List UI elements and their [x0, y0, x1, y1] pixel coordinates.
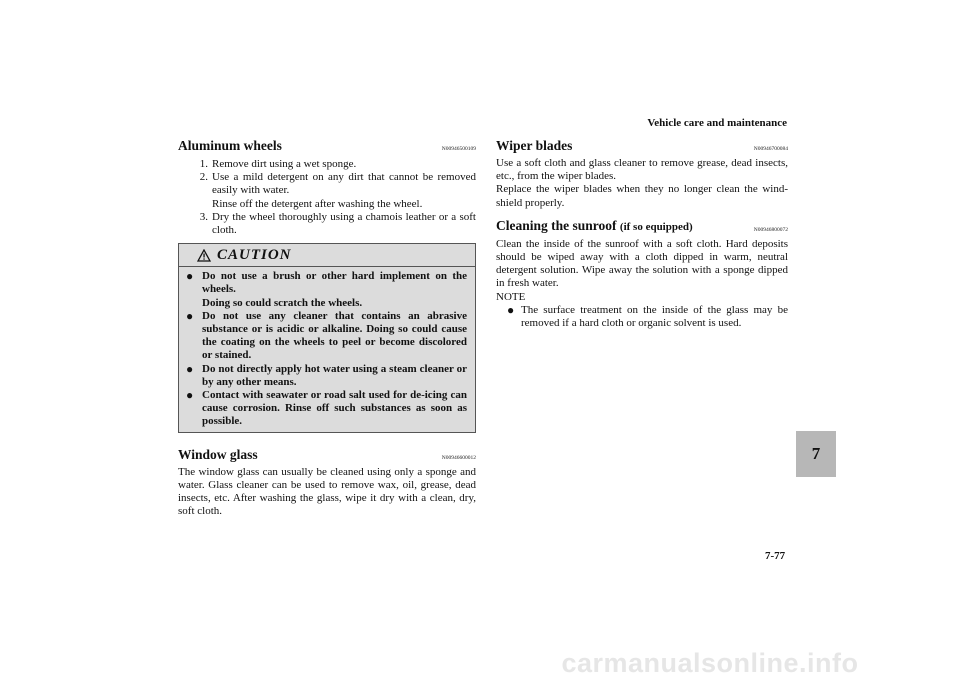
caution-text: Contact with seawater or road salt used for de-icing can cause corrosion. Rinse off such substances as soon as possible.: [202, 389, 467, 428]
running-header: Vehicle care and maintenance: [647, 117, 787, 129]
caution-text: Do not use any cleaner that contains an abrasive substance or is acidic or alkaline. Doing so could cause the coating on the wheels to peel or become discolored or stained.: [202, 309, 467, 362]
step-line: Rinse off the detergent after washing the wheel.: [212, 197, 423, 210]
note-label: NOTE: [496, 290, 526, 303]
caution-item: [186, 389, 467, 429]
bullet-icon: ●: [186, 269, 194, 284]
caution-box: [178, 243, 476, 432]
section-title: Aluminum wheels: [178, 138, 282, 153]
caution-text: Do not directly apply hot water using a steam cleaner or by any other means.: [202, 362, 467, 388]
wiper-body-line: Use a soft cloth and glass cleaner to remove grease, dead insects, etc., from the wiper blades.: [496, 157, 788, 183]
caution-header: [179, 244, 475, 267]
caution-item: [186, 270, 467, 310]
caution-body: [179, 267, 475, 431]
step-line: Remove dirt using a wet sponge.: [212, 158, 357, 170]
step-item: [178, 171, 476, 211]
chapter-tab: 7: [796, 431, 836, 477]
right-column: [496, 138, 788, 330]
step-item: [178, 211, 476, 237]
step-line: Use a mild detergent on any dirt that cannot be removed easily with water.: [212, 171, 476, 197]
bullet-icon: ●: [186, 308, 194, 323]
section-code: N00946700084: [753, 146, 788, 152]
section-title: Window glass: [178, 446, 258, 462]
wiper-body-line: Replace the wiper blades when they no longer clean the wind-shield properly.: [496, 183, 788, 209]
step-number: 2.: [199, 171, 208, 184]
section-title-note: (if so equipped): [619, 220, 693, 233]
caution-title: CAUTION: [217, 246, 292, 263]
page-number: 7-77: [765, 550, 786, 562]
section-code: N00946800072: [753, 226, 788, 233]
step-text: [212, 158, 476, 171]
section-code: N00946500109: [441, 146, 476, 152]
step-number: 1.: [199, 158, 208, 170]
left-column: [178, 138, 476, 518]
section-aluminum-wheels: [178, 138, 476, 154]
step-text: [212, 211, 476, 237]
svg-text:carmanualsonline.info: carmanualsonline.info: [561, 648, 859, 678]
caution-text: [202, 270, 467, 310]
bullet-icon: ●: [507, 302, 515, 317]
sunroof-body: Clean the inside of the sunroof with a soft cloth. Hard deposits should be wiped away with a cloth dipped in warm, neutral detergent solution. Wipe away the solution with a sponge dipped in fresh water.: [496, 237, 788, 290]
section-window-glass: [178, 447, 476, 463]
section-wiper-blades: [496, 138, 788, 154]
caution-line: Doing so could scratch the wheels.: [202, 296, 363, 309]
note-text: The surface treatment on the inside of the glass may be removed if a hard cloth or organic solvent is used.: [521, 303, 788, 330]
caution-line: Do not use a brush or other hard implement on the wheels.: [202, 270, 467, 296]
window-glass-body: The window glass can usually be cleaned using only a sponge and water. Glass cleaner can be used to remove wax, oil, grease, dead insects, etc. After washing the glass, wipe it dry with a clean, dry, soft cloth.: [178, 465, 476, 518]
section-sunroof: [496, 218, 788, 235]
section-title: Wiper blades: [496, 138, 573, 153]
bullet-icon: ●: [186, 361, 194, 376]
step-number: 3.: [199, 210, 208, 223]
step-item: [178, 158, 476, 171]
section-code: N00946600012: [441, 454, 476, 461]
step-line: Dry the wheel thoroughly using a chamois leather or a soft cloth.: [212, 210, 476, 237]
section-title: Cleaning the sunroof: [496, 217, 617, 233]
caution-item: [186, 310, 467, 363]
note-item: [496, 304, 788, 330]
warning-triangle-icon: [197, 249, 211, 262]
bullet-icon: ●: [186, 388, 194, 403]
caution-item: [186, 363, 467, 389]
aluminum-steps: [178, 158, 476, 237]
step-text: [212, 171, 476, 211]
